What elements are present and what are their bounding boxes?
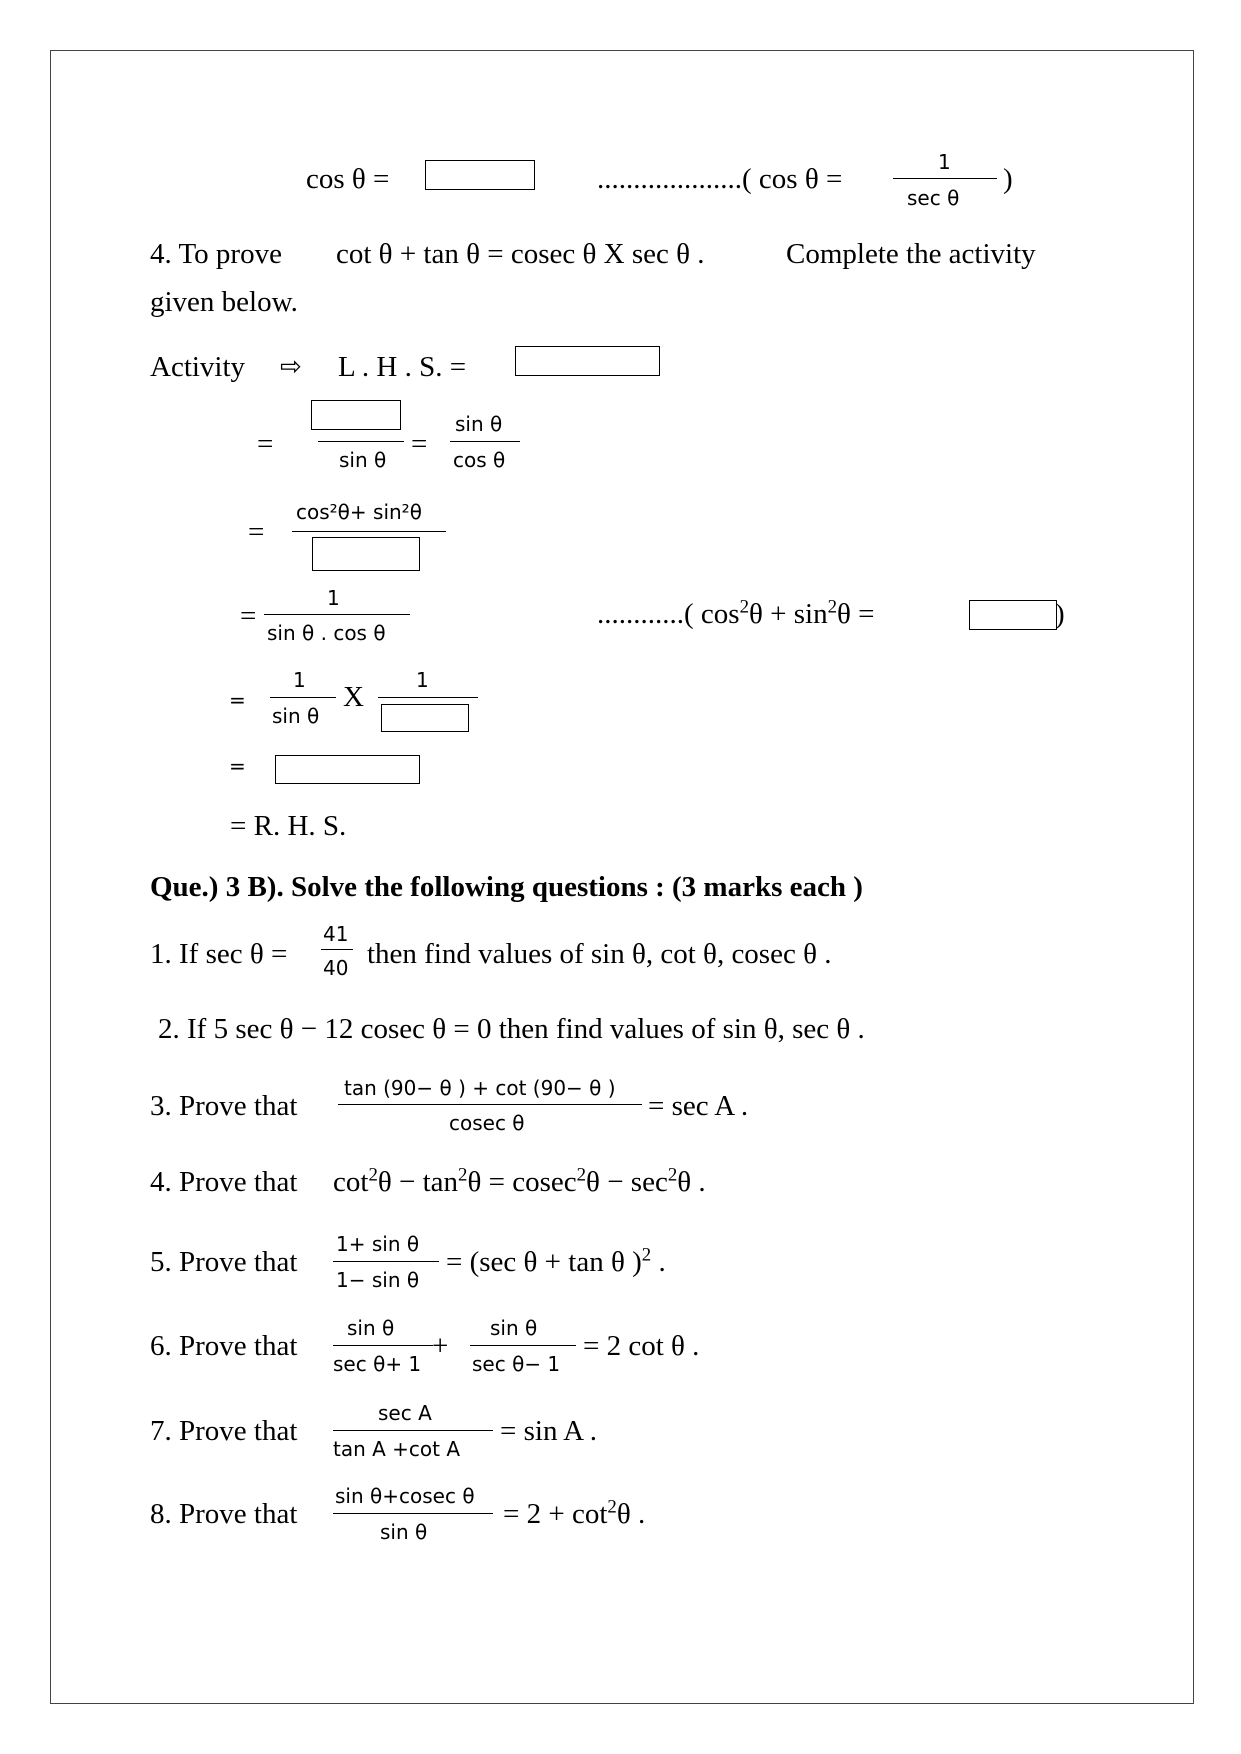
q7-rhs: = sin A . xyxy=(500,1415,597,1447)
q6-lead: 6. Prove that xyxy=(150,1330,298,1362)
q3-den: cosec θ xyxy=(449,1111,525,1135)
q8-frac-bar xyxy=(333,1513,493,1514)
answer-box-final[interactable] xyxy=(275,755,420,784)
q7-frac-bar xyxy=(333,1430,493,1431)
q1-num: 41 xyxy=(323,922,349,946)
q1-lead: 1. If sec θ = xyxy=(150,938,288,970)
q8-den: sin θ xyxy=(380,1520,428,1544)
q2-text: 2. If 5 sec θ − 12 cosec θ = 0 then find values of sin θ, sec θ . xyxy=(158,1013,865,1045)
q5-frac-bar xyxy=(333,1261,439,1262)
frac-bar-4 xyxy=(264,614,410,615)
eq-sign-1: = xyxy=(257,428,274,460)
frac2-num: sin θ xyxy=(455,412,503,436)
lhs-label: L . H . S. = xyxy=(338,351,467,383)
frac5-den: sin θ xyxy=(272,704,320,728)
q8-num: sin θ+cosec θ xyxy=(335,1484,475,1508)
frac1-den: sin θ xyxy=(339,448,387,472)
frac3-num: cos²θ+ sin²θ xyxy=(296,500,422,524)
q7-lead: 7. Prove that xyxy=(150,1415,298,1447)
q6-frac-bar-2 xyxy=(470,1345,576,1346)
q5-num: 1+ sin θ xyxy=(336,1232,420,1256)
frac2-den: cos θ xyxy=(453,448,506,472)
cos-note: ....................( cos θ = xyxy=(597,163,843,195)
q7-num: sec A xyxy=(378,1401,432,1425)
implies-arrow-icon: ⇨ xyxy=(280,352,302,382)
cos-frac-num: 1 xyxy=(938,150,951,174)
cos-frac-den: sec θ xyxy=(907,186,960,210)
activity-label: Activity xyxy=(150,351,246,383)
q3-rhs: = sec A . xyxy=(648,1090,749,1122)
frac6-num: 1 xyxy=(416,668,429,692)
identity-note: ............( $\cos^2\theta + \sin^2\theta$ = xyxy=(597,596,875,630)
frac-bar-1 xyxy=(318,441,404,442)
q6-den2: sec θ− 1 xyxy=(472,1352,561,1376)
frac-bar-3 xyxy=(292,531,446,532)
q3-lead: 3. Prove that xyxy=(150,1090,298,1122)
q4-label: 4. To prove xyxy=(150,238,282,270)
cos-close: ) xyxy=(1003,163,1013,195)
frac5-num: 1 xyxy=(293,668,306,692)
q4-prove-identity: $\cot^2\theta - \tan^2\theta = cosec^2\theta - \sec^2\theta$ . xyxy=(333,1164,706,1198)
q1-frac-bar xyxy=(321,949,353,950)
cos-eq-label: cos θ = xyxy=(306,163,390,195)
q6-rhs: = 2 cot θ . xyxy=(583,1330,700,1362)
q6-num2: sin θ xyxy=(490,1316,538,1340)
frac-bar-6 xyxy=(378,697,478,698)
q6-num1: sin θ xyxy=(347,1316,395,1340)
answer-box-numerator-1[interactable] xyxy=(311,400,401,430)
q3-num: tan (90− θ ) + cot (90− θ ) xyxy=(344,1076,616,1100)
q4-prove-lead: 4. Prove that xyxy=(150,1166,298,1198)
cos-frac-bar xyxy=(893,178,997,179)
q1-den: 40 xyxy=(323,956,349,980)
answer-box-lhs[interactable] xyxy=(515,346,660,376)
eq-sign-3: = xyxy=(240,600,257,632)
eq-sign-4: = xyxy=(229,688,246,712)
frac4-num: 1 xyxy=(327,586,340,610)
rhs-line: = R. H. S. xyxy=(230,810,347,842)
q6-den1: sec θ+ 1 xyxy=(333,1352,422,1376)
answer-box-identity[interactable] xyxy=(969,600,1057,630)
q6-frac-bar-1 xyxy=(333,1345,433,1346)
q8-rhs: = $2 + \cot^2\theta$ . xyxy=(503,1496,646,1530)
frac-bar-2 xyxy=(450,441,520,442)
eq-sign-5: = xyxy=(229,754,246,778)
times-sign: X xyxy=(343,681,364,713)
q6-plus: + xyxy=(432,1330,449,1362)
answer-box-denominator-3[interactable] xyxy=(312,537,420,571)
q4-instruction: Complete the activity xyxy=(786,238,1036,270)
eq-sign-1b: = xyxy=(411,428,428,460)
q4-identity: cot θ + tan θ = cosec θ X sec θ . xyxy=(336,238,705,270)
answer-box-denominator-6[interactable] xyxy=(381,704,469,732)
q3-frac-bar xyxy=(338,1104,642,1105)
frac-bar-5 xyxy=(270,697,336,698)
answer-box-cos[interactable] xyxy=(425,160,535,190)
q7-den: tan A +cot A xyxy=(333,1437,461,1461)
q1-text: then find values of sin θ, cot θ, cosec θ . xyxy=(367,938,832,970)
q4-instruction-2: given below. xyxy=(150,286,298,318)
q5-lead: 5. Prove that xyxy=(150,1246,298,1278)
q8-lead: 8. Prove that xyxy=(150,1498,298,1530)
identity-close: ) xyxy=(1055,598,1065,630)
q5-den: 1− sin θ xyxy=(336,1268,420,1292)
frac4-den: sin θ . cos θ xyxy=(267,621,386,645)
section-heading: Que.) 3 B). Solve the following questions : (3 marks each ) xyxy=(150,871,863,903)
q5-rhs: = (sec θ + tan θ )$^2$ . xyxy=(446,1244,666,1278)
eq-sign-2: = xyxy=(248,516,265,548)
